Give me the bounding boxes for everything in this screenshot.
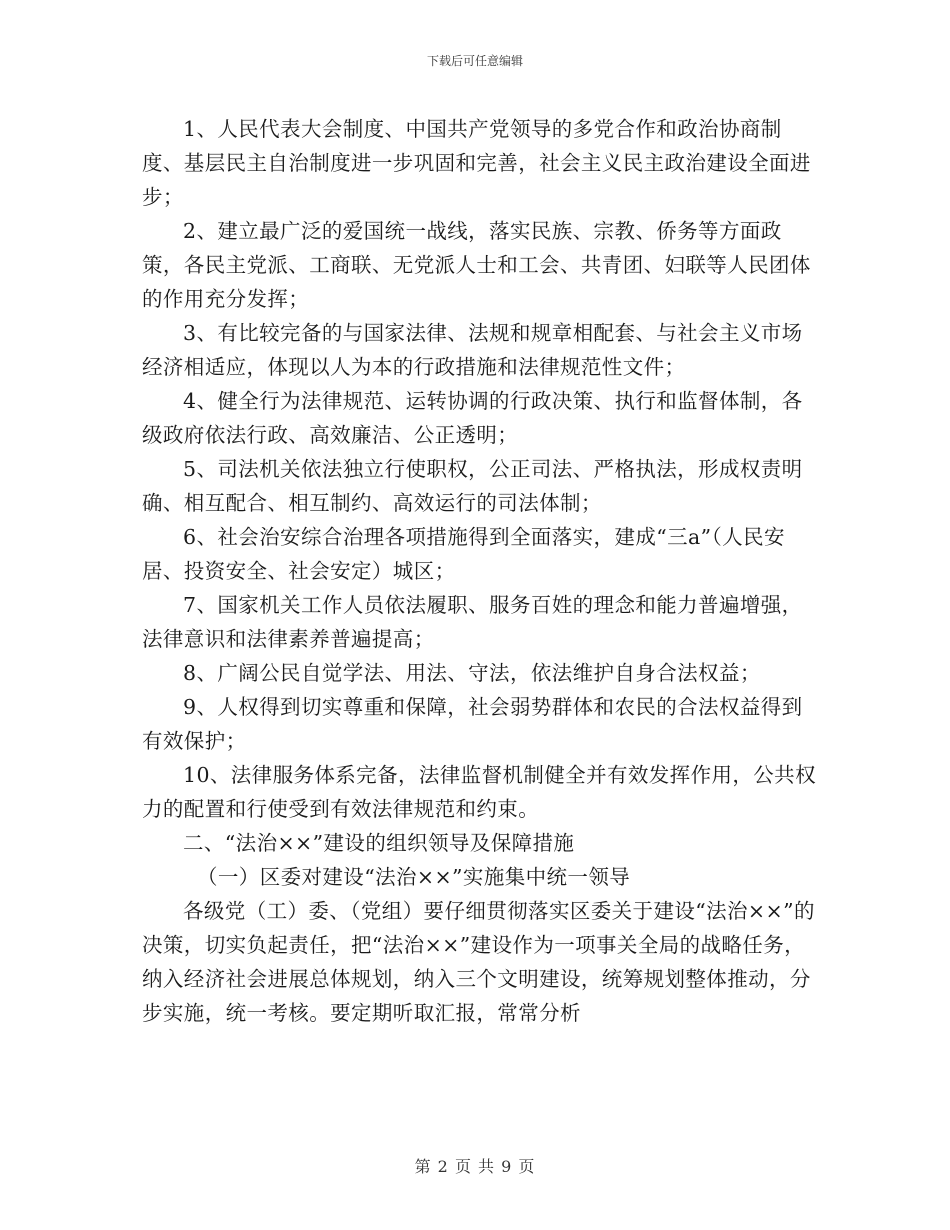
list-item-1: 1、人民代表大会制度、中国共产党领导的多党合作和政治协商制度、基层民主自治制度进一步巩固和完善，社会主义民主政治建设全面进步； [142,117,811,209]
list-item-4: 4、健全行为法律规范、运转协调的行政决策、执行和监督体制，各级政府依法行政、高效廉洁、公正透明； [142,389,803,447]
list-item-10: 10、法律服务体系完备，法律监督机制健全并有效发挥作用，公共权力的配置和行使受到有效法律规范和约束。 [142,763,816,821]
list-item-8: 8、广阔公民自觉学法、用法、守法，依法维护自身合法权益； [183,661,761,685]
list-item-5: 5、司法机关依法独立行使职权，公正司法、严格执法，形成权责明确、相互配合、相互制约、高效运行的司法体制； [142,457,803,515]
document-body [142,112,817,1030]
page-header: 下载后可任意编辑 [426,54,523,68]
subsection-heading: （一）区委对建设“法治××”实施集中统一领导 [197,865,631,889]
page-footer: 第 2 页 共 9 页 [414,1157,536,1176]
section-heading: 二、“法治××”建设的组织领导及保障措施 [183,831,575,855]
list-item-9: 9、人权得到切实尊重和保障，社会弱势群体和农民的合法权益得到有效保护； [142,695,803,753]
list-item-2: 2、建立最广泛的爱国统一战线，落实民族、宗教、侨务等方面政策，各民主党派、工商联、无党派人士和工会、共青团、妇联等人民团体的作用充分发挥； [142,219,811,311]
list-item-3: 3、有比较完备的与国家法律、法规和规章相配套、与社会主义市场经济相适应，体现以人为本的行政措施和法律规范性文件； [142,321,803,379]
body-paragraph: 各级党（工）委、（党组）要仔细贯彻落实区委关于建设“法治××”的决策，切实负起责任，把“法治××”建设作为一项事关全局的战略任务，纳入经济社会进展总体规划，纳入三个文明建设，统筹规划整体推动，分步实施，统一考核。要定期听取汇报，常常分析 [142,899,815,1025]
list-item-6: 6、社会治安综合治理各项措施得到全面落实，建成“三a”（人民安居、投资安全、社会安定）城区； [142,525,785,583]
list-item-7: 7、国家机关工作人员依法履职、服务百姓的理念和能力普遍增强，法律意识和法律素养普遍提高； [142,593,803,651]
